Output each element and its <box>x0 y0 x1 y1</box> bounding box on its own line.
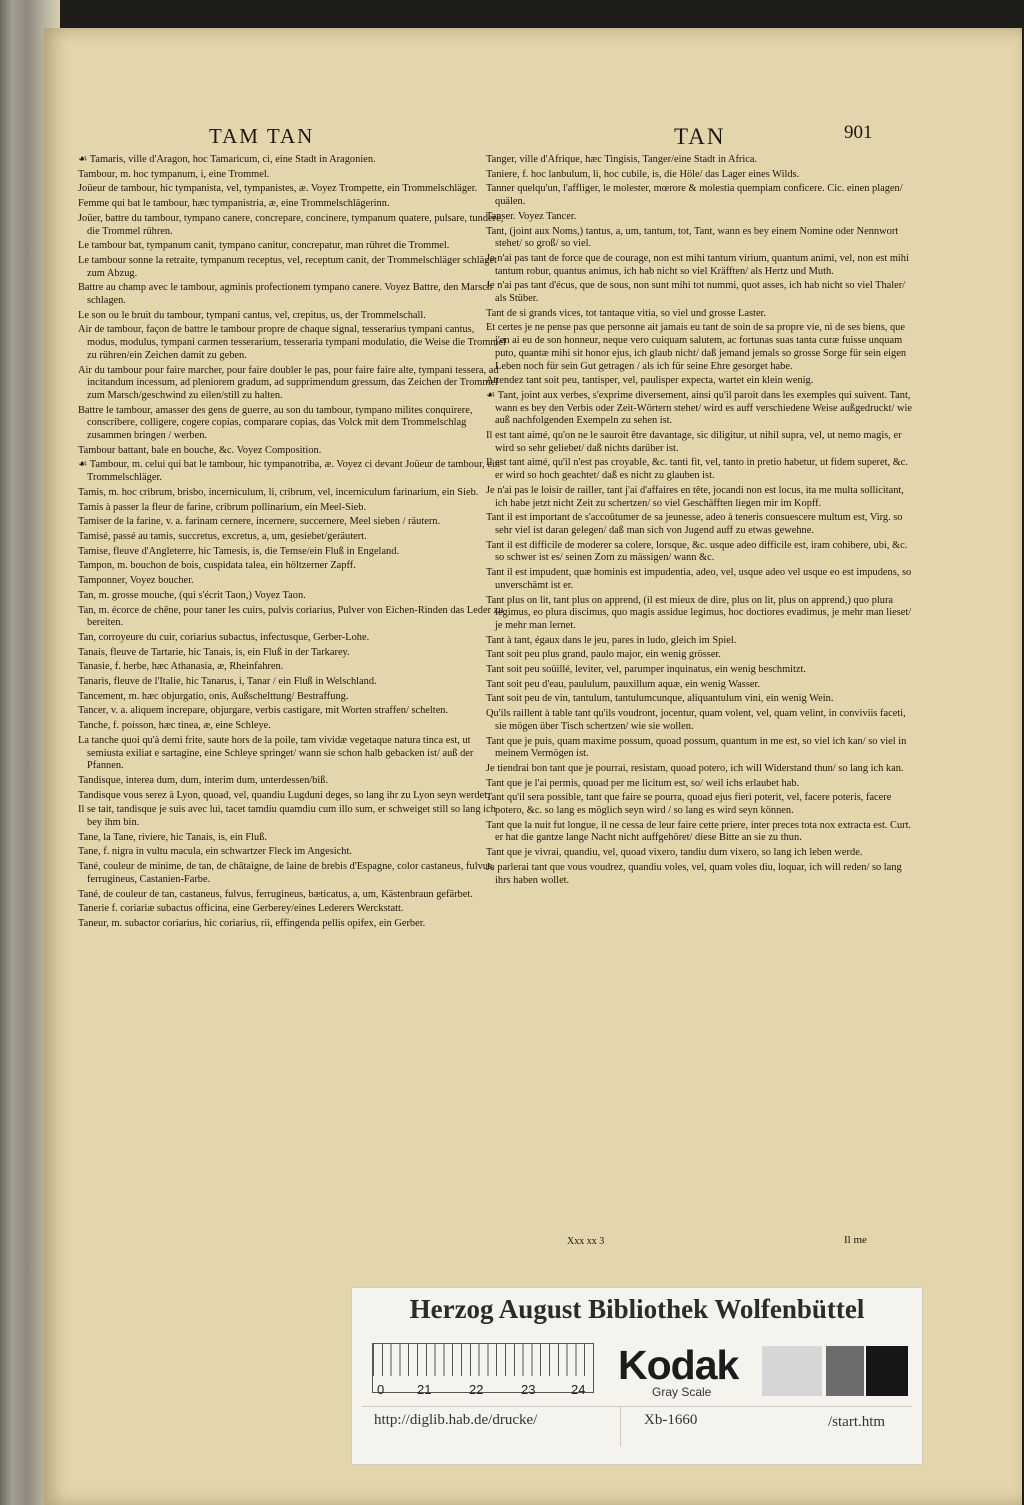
dictionary-entry: Tant soit peu d'eau, paululum, pauxillum aquæ, ein wenig Wasser. <box>486 678 760 690</box>
right-running-head: TAN <box>674 124 726 149</box>
ruler-number: 23 <box>521 1382 536 1397</box>
dictionary-entry: Tant que je l'ai permis, quoad per me licitum est, so/ weil ichs erlaubet hab. <box>486 777 800 789</box>
left-running-head: TAM TAN <box>209 124 315 148</box>
dictionary-entry: Tant que je puis, quam maxime possum, quoad possum, quantum in me est, so viel ich kan/ so viel in meinem Vermögen ist. <box>486 735 907 760</box>
dictionary-entry: Tanner quelqu'un, l'affliger, le molester, mœrore & molestia quempiam conficere. Cic. einen plagen/ quälen. <box>486 183 903 208</box>
dictionary-entry: Je n'ai pas tant d'écus, que de sous, non sunt mihi tot nummi, quot asses, ich hab nicht so viel Thaler/ als Stüber. <box>486 280 906 305</box>
dictionary-entry: Tamis, m. hoc cribrum, brisbo, incerniculum, li, cribrum, vel, incerniculum farinarium, ein Sieb. <box>78 486 479 498</box>
dictionary-entry: Tanerie f. coriariæ subactus officina, eine Gerberey/eines Lederers Werckstatt. <box>78 903 404 915</box>
dictionary-entry: Tant que je vivrai, quandiu, vel, quoad vixero, tandiu dum vixero, so lang ich leben werde. <box>486 847 863 859</box>
dictionary-entry: Tamiser de la farine, v. a. farinam cernere, incernere, succernere, Meel sieben / räutern. <box>78 516 441 528</box>
gray-scale-label: Gray Scale <box>652 1385 712 1399</box>
dictionary-entry: Tampon, m. bouchon de bois, cuspidata talea, ein höltzerner Zapff. <box>78 560 356 572</box>
dictionary-entry: Tant qu'il sera possible, tant que faire se pourra, quoad ejus fieri poterit, vel, facere poteris, facere potero, &c. so lang es möglich seyn wird / so lang es wird seyn können. <box>486 792 892 817</box>
dictionary-entry: Tambour, m. hoc tympanum, i, eine Trommel. <box>78 168 270 180</box>
dictionary-entry: Le tambour sonne la retraite, tympanum receptus, vel, receptum canit, der Trommelschläger schläget zum Abzug. <box>78 254 497 279</box>
dictionary-entry: ☙ Tambour, m. celui qui bat le tambour, hic tympanotriba, æ. Voyez ci devant Joüeur de tambour, ein Trommelschläger. <box>78 459 500 484</box>
dictionary-entry: Taniere, f. hoc lanbulum, li, hoc cubile, is, die Höle/ das Lager eines Wilds. <box>486 168 800 180</box>
ruler-number: 0 <box>377 1382 385 1397</box>
dictionary-entry: Battre le tambour, amasser des gens de guerre, au son du tambour, tympano milites conquirere, conscribere, colligere, cogere copias, comparare copias, das Volck mit dem Trommelschlag zusammen bringen / werben. <box>78 404 473 442</box>
dictionary-entry: Tant de si grands vices, tot tantaque vitia, so viel und grosse Laster. <box>486 307 767 319</box>
ruler-number: 24 <box>571 1382 586 1397</box>
library-title: Herzog August Bibliothek Wolfenbüttel <box>409 1294 865 1324</box>
dictionary-entry: Il est tant aimé, qu'il n'est pas croyable, &c. tanti fit, vel, tanto in pretio habetur, ut fidem superet, &c. er wird so hoch geachtet/ daß es nicht zu glauben ist. <box>486 457 909 482</box>
dictionary-entry: Tant soit peu soüillé, leviter, vel, parumper inquinatus, ein wenig beschmitzt. <box>486 664 807 676</box>
dictionary-entry: Tanser. Voyez Tancer. <box>486 210 577 222</box>
dictionary-entry: Tandisque vous serez à Lyon, quoad, vel, quandiu Lugduni deges, so lang ihr zu Lyon seyn werdet. <box>78 789 490 801</box>
dictionary-entry: Je n'ai pas tant de force que de courage, non est mihi tantum virium, quantum animi, vel, non est mihi tantum robur, quantus animus, ich hab nicht so viel Kräfften/ als Hertz und Muth. <box>486 252 909 277</box>
dictionary-entry: Tané, couleur de minime, de tan, de châtaigne, de laine de brebis d'Espagne, color castaneus, fulvus, ferrugineus, Castanien-Farbe. <box>78 861 495 885</box>
kodak-logo: Kodak <box>618 1342 739 1388</box>
dictionary-entry: Le son ou le bruit du tambour, tympani cantus, vel, crepitus, us, der Trommelschall. <box>78 309 426 321</box>
dictionary-entry: ☙ Tamaris, ville d'Aragon, hoc Tamaricum, ci, eine Stadt in Aragonien. <box>78 154 376 165</box>
shelfmark: Xb-1660 <box>644 1412 698 1428</box>
dictionary-entry: Tant il est impudent, quæ hominis est impudentia, adeo, vel, usque adeo vel usque eo est impudens, so unverschämt ist er. <box>486 567 912 591</box>
dictionary-entry: Je parlerai tant que vous voudrez, quandiu voles, vel, quam voles diu, loquar, ich will reden/ so lang ihrs haben wollet. <box>486 861 902 886</box>
card-divider <box>362 1406 912 1407</box>
dictionary-entry: Tancement, m. hæc objurgatio, onis, Außschelttung/ Bestraffung. <box>78 690 349 702</box>
dictionary-entry: Air de tambour, façon de battre le tambour propre de chaque signal, tesserarius tympani cantus, modus, modulus, tympani carmen tesserarium, tesseraria tympani modulatio, die Weise die Trommel zu rühren/ein Zeichen damit zu geben. <box>78 324 506 361</box>
catchword: Il me <box>844 1234 867 1246</box>
page-number: 901 <box>844 122 873 143</box>
dictionary-entry: Tamis à passer la fleur de farine, cribrum pollinarium, ein Meel-Sieb. <box>78 501 367 513</box>
digital-library-url: http://diglib.hab.de/drucke/ <box>374 1412 538 1428</box>
gray-swatch-dark <box>866 1346 908 1396</box>
ruler-number: 21 <box>417 1382 432 1397</box>
dictionary-entry: Et certes je ne pense pas que personne ait jamais eu tant de soin de sa propre vie, ni de ses biens, que j'en ai eu de son honneur, neque vero cuiquam salutem, ac fortunas suas tanta curæ fuisse unquam puto, quantæ mihi sit honor ejus, ich glaub nicht/ daß jemand jemals so grosse Sorge für sein eigen Leben noch für sein Gut getragen / als ich für seine Ehre gesorget habe. <box>486 322 907 372</box>
dictionary-entry: Tant que la nuit fut longue, il ne cessa de leur faire cette priere, inter preces tota nox extracta est. Curt. er hat die gantze lange Nacht nicht auffgehöret/ diese Bitte an sie zu thun. <box>486 819 912 844</box>
dictionary-entry: Qu'ils raillent à table tant qu'ils voudront, jocentur, quam volent, vel, quam velint, in conviviis faceti, sie mögen über Tisch schertzen/ wie sie wollen. <box>486 708 906 732</box>
dictionary-entry: Tane, la Tane, riviere, hic Tanais, is, ein Fluß. <box>78 831 268 843</box>
running-header <box>44 124 1022 154</box>
dictionary-entry: ☙ Tant, joint aux verbes, s'exprime diversement, ainsi qu'il paroit dans les exemples qui suivent. Tant, wann es bey den Verbis oder Zeit-Wörtern stehet/ wird es auff verschiedene Weise außgedruckt/ wie auß nachfolgenden Exempeln zu sehen ist. <box>486 389 912 427</box>
dictionary-entry: Tant plus on lit, tant plus on apprend, (il est mieux de dire, plus on lit, plus on apprend,) quo plura legimus, eo plura discimus, quo magis assidue legimus, hoc doctiores evadimus, je mehr man lieset/ je mehr man lernet. <box>486 594 912 631</box>
dictionary-entry: Tane, f. nigra in vultu macula, ein schwartzer Fleck im Angesicht. <box>78 846 352 858</box>
left-column <box>78 154 506 1264</box>
ruler-number: 22 <box>469 1382 484 1397</box>
dictionary-entry: Femme qui bat le tambour, hæc tympanistria, æ, eine Trommelschlägerinn. <box>78 198 390 210</box>
book-page <box>44 28 1022 1505</box>
dictionary-entry: Tan, corroyeure du cuir, coriarius subactus, infectusque, Gerber-Lohe. <box>78 631 370 643</box>
dictionary-entry: Il se tait, tandisque je suis avec lui, tacet tamdiu quamdiu cum illo sum, er schweiget still so lang ich bey ihm bin. <box>78 804 496 829</box>
card-divider-vertical <box>620 1406 621 1446</box>
dictionary-entry: Tandisque, interea dum, dum, interim dum, unterdessen/biß. <box>78 774 329 786</box>
gray-swatch-mid <box>826 1346 864 1396</box>
dictionary-entry: Joüer, battre du tambour, tympano canere, concrepare, concinere, tympanum quatere, pulsare, tundere, die Trommel rühren. <box>78 212 504 237</box>
dictionary-entry: Tant à tant, égaux dans le jeu, pares in ludo, gleich im Spiel. <box>486 634 737 646</box>
dictionary-entry: Le tambour bat, tympanum canit, tympano canitur, concrepatur, man rühret die Trommel. <box>78 240 450 252</box>
library-target-card <box>351 1287 923 1465</box>
dictionary-entry: Tant il est important de s'accoûtumer de sa jeunesse, adeo à teneris consuescere multum est, Virg. so sehr viel ist daran gelegen/ daß man sich von Jugend auff zu etwas gewehne. <box>486 512 903 536</box>
dictionary-entry: Tanger, ville d'Afrique, hæc Tingisis, Tanger/eine Stadt in Africa. <box>486 154 758 165</box>
dictionary-entry: Tanaris, fleuve de l'Italie, hic Tanarus, i, Tanar / ein Fluß in Welschland. <box>78 676 377 688</box>
dictionary-entry: Tanais, fleuve de Tartarie, hic Tanais, is, ein Fluß in der Tarkarey. <box>78 646 350 658</box>
dictionary-entry: Battre au champ avec le tambour, agminis profectionem tympano canere. Voyez Battre, den Marsch schlagen. <box>78 282 493 307</box>
dictionary-entry: Tané, de couleur de tan, castaneus, fulvus, ferrugineus, bæticatus, a, um, Kästenbraun gefärbet. <box>78 888 473 900</box>
right-column <box>486 154 914 1264</box>
dictionary-entry: Tant il est difficile de moderer sa colere, lorsque, &c. usque adeo difficile est, iram cohibere, ubi, &c. so schwer ist es/ seinen Zorn zu mässigen/ wann &c. <box>486 539 908 564</box>
dictionary-entry: Tant soit peu de vin, tantulum, tantulumcunque, aliquantulum vini, ein wenig Wein. <box>486 693 834 705</box>
start-page-link: /start.htm <box>828 1414 886 1430</box>
dictionary-entry: Taneur, m. subactor coriarius, hic coriarius, rii, effingenda pellis opifex, ein Gerber. <box>78 917 426 929</box>
dictionary-entry: Tant soit peu plus grand, paulo major, ein wenig grösser. <box>486 649 721 661</box>
measurement-ruler <box>372 1343 594 1397</box>
dictionary-entry: Il est tant aimé, qu'on ne le sauroit être davantage, sic diligitur, ut nihil supra, vel, ut nemo magis, er wird so sehr geliebet/ daß nichts darüber ist. <box>486 430 902 454</box>
dictionary-entry: Tamponner, Voyez boucher. <box>78 575 194 587</box>
dictionary-entry: Tambour battant, bale en bouche, &c. Voyez Composition. <box>78 444 322 456</box>
dictionary-entry: Je tiendrai bon tant que je pourrai, resistam, quoad potero, ich will Widerstand thun/ so lang ich kan. <box>486 762 904 774</box>
dictionary-entry: Tan, m. grosse mouche, (qui s'écrit Taon,) Voyez Taon. <box>78 589 306 601</box>
signature-mark: Xxx xx 3 <box>567 1236 605 1247</box>
dictionary-entry: Tant, (joint aux Noms,) tantus, a, um, tantum, tot, Tant, wann es bey einem Nomine oder Nennwort stehet/ so groß/ so viel. <box>486 225 899 250</box>
dictionary-entry: La tanche quoi qu'à demi frite, saute hors de la poile, tam vividæ vegetaque natura tinca est, ut semiusta exiliat e sartagine, eine Schleye springet/ wann sie schon halb gebacken ist/ auß der Pfannen. <box>78 734 474 772</box>
dictionary-entry: Tamisé, passé au tamis, succretus, excretus, a, um, gesiebet/geräutert. <box>78 530 367 542</box>
dictionary-entry: Tanasie, f. herbe, hæc Athanasia, æ, Rheinfahren. <box>78 661 284 673</box>
dictionary-entry: Air du tambour pour faire marcher, pour faire doubler le pas, pour faire faire alte, tympani tessera, ad incitandum incessum, ad pleniorem gradum, ad supprimendum gressum, das Zeichen der Trommel zum Marsch/geschwind zu eilen/still zu halten. <box>78 364 499 401</box>
dictionary-entry: Tancer, v. a. aliquem increpare, objurgare, verbis castigare, mit Worten straffen/ schelten. <box>78 705 449 717</box>
dictionary-entry: Joüeur de tambour, hic tympanista, vel, tympanistes, æ. Voyez Trompette, ein Trommelschläger. <box>78 183 478 195</box>
dictionary-entry: Tan, m. écorce de chêne, pour taner les cuirs, pulvis coriarius, Pulver von Eichen-Rinden das Leder zu bereiten. <box>78 604 504 629</box>
dictionary-entry: Attendez tant soit peu, tantisper, vel, paulisper expecta, wartet ein klein wenig. <box>486 375 814 387</box>
dictionary-entry: Tamise, fleuve d'Angleterre, hic Tamesis, is, die Temse/ein Fluß in Engeland. <box>78 545 400 557</box>
dictionary-entry: Je n'ai pas le loisir de railler, tant j'ai d'affaires en tête, jocandi non est locus, ita me multa sollicitant, ich habe jetzt nicht Zeit zu schertzen/ so viel Geschäfften liegen mir im Kopff. <box>486 484 904 509</box>
dictionary-entry: Tanche, f. poisson, hæc tinea, æ, eine Schleye. <box>78 720 271 732</box>
gray-swatch-light <box>762 1346 822 1396</box>
